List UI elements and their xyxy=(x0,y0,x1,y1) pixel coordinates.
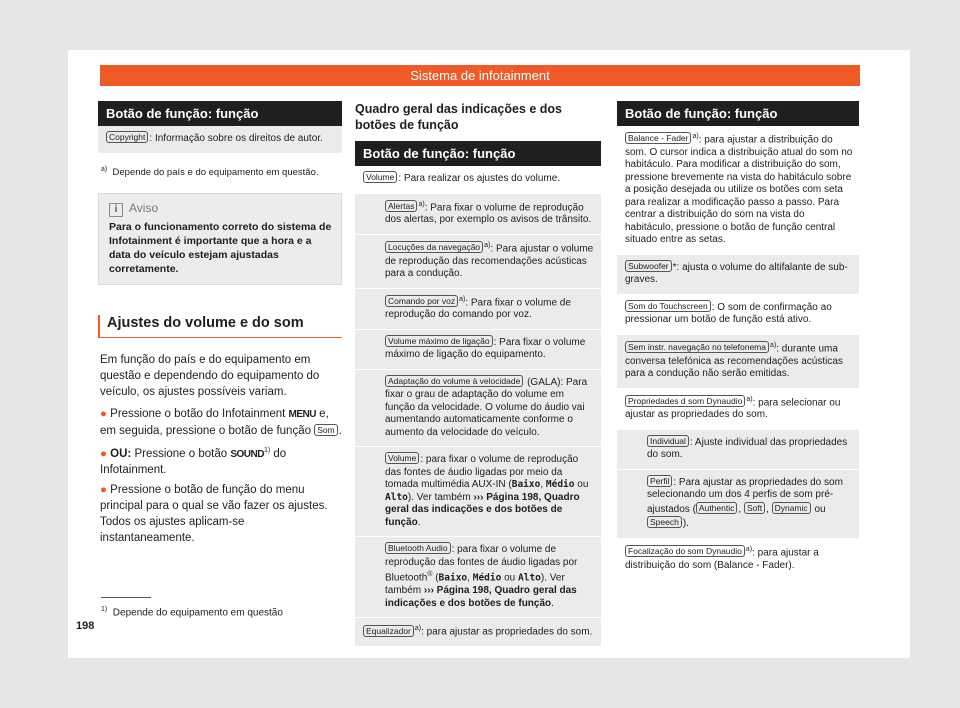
warning-box: i Aviso Para o funcionamento correto do sistema de Infotainment é importante que a hora e a data do veículo estejam ajustadas corretamente. xyxy=(98,193,342,285)
focalizacao-som-button[interactable]: Focalização do som Dynaudio xyxy=(625,545,745,557)
alertas-button[interactable]: Alertas xyxy=(385,200,417,212)
sem-instr-navegacao-button[interactable]: Sem instr. navegação no telefonema xyxy=(625,341,769,353)
table-row: Copyright : Informação sobre os direitos de autor. xyxy=(98,126,342,154)
soft-button[interactable]: Soft xyxy=(744,502,765,514)
table-row: Comando por voz $^{a)}$: Para fixar o volume de reprodução do comando por voz. xyxy=(355,289,601,330)
warning-text: Para o funcionamento correto do sistema de Infotainment é importante que a hora e a data do veículo estejam ajustadas corretamente. xyxy=(109,220,332,275)
copyright-button[interactable]: Copyright xyxy=(106,131,148,143)
menu-key-glyph: MENU xyxy=(288,408,316,420)
bullet-item: ● OU: Pressione o botão SOUND$^{1)}$ do Infotainment. xyxy=(100,446,287,477)
table-head: Botão de função: função xyxy=(98,101,342,126)
table-row: Volume : para fixar o volume de reprodução das fontes de áudio ligadas por meio da tomada multimédia AUX-IN (Baixo, Médio ou Alto). Ver também ››› Página 198, Quadro geral das indicações e dos botões de função. xyxy=(355,447,601,537)
overview-heading: Quadro geral das indicações e dos botões de função xyxy=(355,102,563,132)
page-header: Sistema de infotainment xyxy=(100,65,860,86)
som-button[interactable]: Som xyxy=(314,424,337,436)
subwoofer-button[interactable]: Subwoofer xyxy=(625,260,672,272)
page-reference-link[interactable]: ››› Página 198, Quadro geral das indicações e dos botões de função xyxy=(385,491,580,528)
authentic-button[interactable]: Authentic xyxy=(696,502,737,514)
column-left xyxy=(98,101,342,546)
table-row: Propriedades d som Dynaudio $^{a)}$: para selecionar ou ajustar as propriedades do som. xyxy=(617,389,859,430)
volume-aux-button[interactable]: Volume xyxy=(385,452,419,464)
volume-button[interactable]: Volume xyxy=(363,171,397,183)
table-row: Adaptação do volume à velocidade (GALA): Para fixar o grau de adaptação do volume em função da velocidade. O volume do áudio vai aumentando automaticamente conforme o aumento da velocidade do veículo. xyxy=(355,370,601,448)
table-footnote: $^{a)}$ Depende do país e do equipamento em questão. xyxy=(101,165,319,178)
comando-por-voz-button[interactable]: Comando por voz xyxy=(385,295,458,307)
table-row: Subwoofer *: ajusta o volume do altifalante de sub-graves. xyxy=(617,255,859,295)
column-right xyxy=(617,101,859,580)
speech-button[interactable]: Speech xyxy=(647,516,682,528)
table-row: Sem instr. navegação no telefonema $^{a)}$: durante uma conversa telefónica as recomendações acústicas para a condução não serão emitidas. xyxy=(617,335,859,389)
table-row: Locuções da navegação $^{a)}$: Para ajustar o volume de reprodução das recomendações acústicas para a condução. xyxy=(355,235,601,289)
table-head: Botão de função: função xyxy=(617,101,859,126)
table-row: Som do Touchscreen : O som de confirmação ao pressionar um botão de função está ativo. xyxy=(617,295,859,335)
bluetooth-audio-button[interactable]: Bluetooth Audio xyxy=(385,542,451,554)
balance-fader-button[interactable]: Balance - Fader xyxy=(625,132,691,144)
footnote-rule xyxy=(101,597,151,598)
info-icon: i xyxy=(109,203,123,217)
column-middle xyxy=(355,101,601,647)
table-row: Individual : Ajuste individual das propriedades do som. xyxy=(617,430,859,470)
bullet-item: ● Pressione o botão do Infotainment MENU e, em seguida, pressione o botão de função Som . xyxy=(100,407,342,437)
table-head: Botão de função: função xyxy=(355,141,601,166)
table-row: Bluetooth Audio : para fixar o volume de reprodução das fontes de áudio ligadas por Bluetooth® (Baixo, Médio ou Alto). Ver também ››› Página 198, Quadro geral das indicações e dos botões de função. xyxy=(355,537,601,618)
page-number: 198 xyxy=(76,620,95,632)
dynamic-button[interactable]: Dynamic xyxy=(772,502,811,514)
intro-paragraph: Em função do país e do equipamento em questão e dependendo do equipamento do veículo, os ajustes possíveis variam. xyxy=(100,353,320,398)
locucoes-navegacao-button[interactable]: Locuções da navegação xyxy=(385,241,483,253)
table-row: Volume : Para realizar os ajustes do volume. xyxy=(355,166,601,194)
page-reference-link[interactable]: ››› Página 198, Quadro geral das indicações e dos botões de função xyxy=(385,585,577,609)
table-row: Equalizador $^{a)}$: para ajustar as propriedades do som. xyxy=(355,618,601,647)
section-title: Ajustes do volume e do som xyxy=(98,315,342,338)
volume-maximo-button[interactable]: Volume máximo de ligação xyxy=(385,335,493,347)
table-row: Volume máximo de ligação : Para fixar o volume máximo de ligação do equipamento. xyxy=(355,330,601,370)
table-row: Alertas $^{a)}$: Para fixar o volume de reprodução dos alertas, por exemplo os avisos de trânsito. xyxy=(355,194,601,235)
bullet-item: ● Pressione o botão de função do menu principal para o qual se vão fazer os ajustes. Todos os ajustes aplicam-se instantaneamente. xyxy=(100,484,328,545)
table-row: Perfil : Para ajustar as propriedades do som selecionando um dos 4 perfis de som pré-ajustados ( Authentic , Soft , Dynamic ou Speech ). xyxy=(617,470,859,539)
perfil-button[interactable]: Perfil xyxy=(647,475,672,487)
adaptacao-volume-button[interactable]: Adaptação do volume à velocidade xyxy=(385,375,523,387)
individual-button[interactable]: Individual xyxy=(647,435,689,447)
equalizador-button[interactable]: Equalizador xyxy=(363,625,414,637)
table-row: Balance - Fader $^{a)}$: para ajustar a distribuição do som. O cursor indica a distribuição atual do som no habitáculo. Para modificar a distribuição do som, pressione brevemente na vista do habitáculo sobre a posição desejada ou utilize os botões com seta para realizar a modificação passo a passo. Para centrar a distribuição do som na vista do habitáculo, pressione o botão de função central situado entre as setas. xyxy=(617,126,859,255)
page-footnote: $^{1)}$ Depende do equipamento em questão xyxy=(101,606,283,619)
table-row: Focalização do som Dynaudio $^{a)}$: para ajustar a distribuição do som (Balance - Fader). xyxy=(617,539,859,580)
som-touchscreen-button[interactable]: Som do Touchscreen xyxy=(625,300,711,312)
sound-key-glyph: SOUND xyxy=(230,448,264,460)
propriedades-som-button[interactable]: Propriedades d som Dynaudio xyxy=(625,395,745,407)
